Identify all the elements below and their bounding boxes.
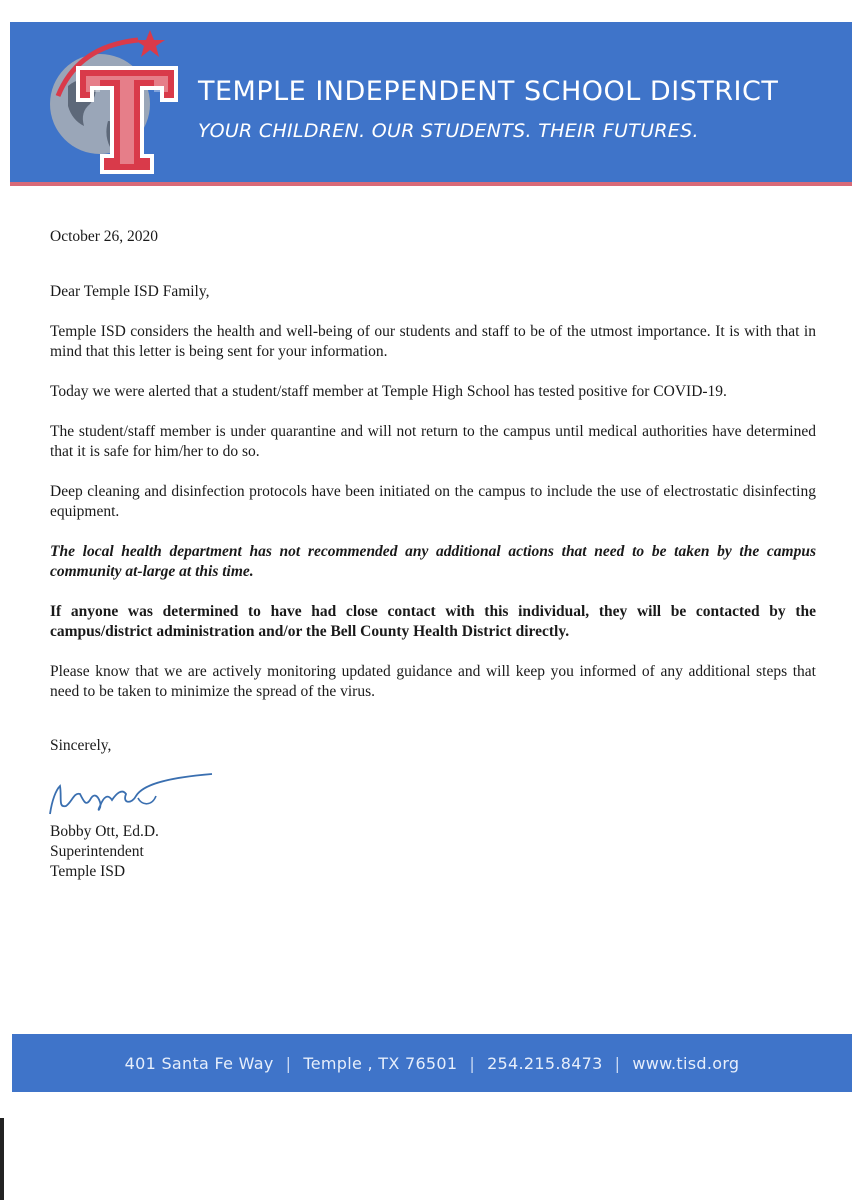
signer-title: Superintendent [50, 843, 144, 860]
salutation: Dear Temple ISD Family, [50, 283, 210, 300]
paragraph: Please know that we are actively monitoring updated guidance and will keep you informed of any additional steps that need to be taken to minimize the spread of the virus. [50, 663, 816, 700]
letter-body [50, 227, 816, 722]
footer-separator: | [469, 1053, 476, 1073]
scan-edge [0, 1118, 4, 1200]
signature-block [50, 736, 450, 880]
footer-city: Temple , TX 76501 [303, 1053, 458, 1073]
paragraph-emphasis: The local health department has not recommended any additional actions that need to be taken by the campus community at-large at this time. [50, 543, 816, 580]
closing: Sincerely, [50, 737, 112, 754]
footer-phone: 254.215.8473 [487, 1053, 603, 1073]
paragraph: The student/staff member is under quarantine and will not return to the campus until medical authorities have determined that it is safe for him/her to do so. [50, 423, 816, 460]
signer-info [50, 822, 159, 882]
tagline: YOUR CHILDREN. OUR STUDENTS. THEIR FUTURES. [198, 120, 699, 142]
letter-date: October 26, 2020 [50, 228, 159, 245]
footer-banner [12, 1034, 852, 1092]
paragraph: Today we were alerted that a student/staff member at Temple High School has tested positive for COVID-19. [50, 383, 727, 400]
paragraph-bold: If anyone was determined to have had close contact with this individual, they will be contacted by the campus/district administration and/or the Bell County Health District directly. [50, 603, 816, 640]
signer-name: Bobby Ott, Ed.D. [50, 823, 159, 840]
signer-org: Temple ISD [50, 863, 126, 880]
star-icon [135, 30, 165, 57]
footer-separator: | [285, 1053, 292, 1073]
paragraph: Temple ISD considers the health and well-being of our students and staff to be of the utmost importance. It is with that in mind that this letter is being sent for your information. [50, 323, 816, 360]
signature-image [42, 764, 222, 824]
footer-separator: | [614, 1053, 621, 1073]
footer-website: www.tisd.org [632, 1053, 740, 1073]
paragraph: Deep cleaning and disinfection protocols have been initiated on the campus to include the use of electrostatic disinfecting equipment. [50, 483, 816, 520]
footer-address: 401 Santa Fe Way [124, 1053, 274, 1073]
district-logo [38, 26, 198, 186]
org-name: TEMPLE INDEPENDENT SCHOOL DISTRICT [198, 76, 779, 107]
